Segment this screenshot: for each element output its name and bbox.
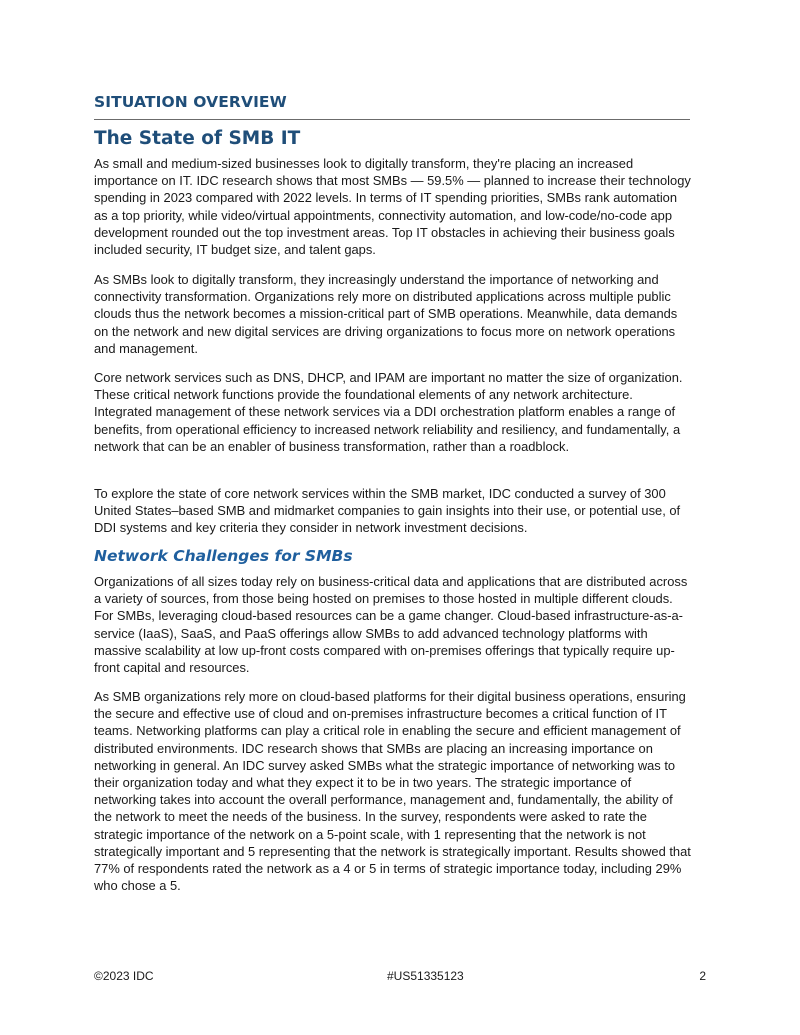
paragraph-challenges-2: As SMB organizations rely more on cloud-based platforms for their digital business operations, ensuring the secure and effective use of cloud and on-premises infrastructure becomes a critical function of IT teams. Networking platforms can play a critical role in enabling the secure and efficient management of distributed environments. IDC research shows that SMBs are placing an increasing importance on networking in general. An IDC survey asked SMBs what the strategic importance of networking was to their organization today and what they expect it to be in two years. The strategic importance of networking takes into account the overall performance, management and, fundamentally, the ability of the network to meet the needs of the business. In the survey, respondents were asked to rate the strategic importance of the network on a 5-point scale, with 1 representing that the network is not strategically important and 5 representing that the network is strategically important. Results showed that 77% of respondents rated the network as a 4 or 5 in terms of strategic importance today, including 29% who chose a 5. xyxy=(94,689,691,894)
subsection-title: Network Challenges for SMBs xyxy=(94,547,353,565)
footer-copyright: ©2023 IDC xyxy=(94,969,154,983)
page-title: The State of SMB IT xyxy=(94,128,301,149)
paragraph-smb-it-1: As small and medium-sized businesses look to digitally transform, they're placing an increased importance on IT. IDC research shows that most SMBs — 59.5% — planned to increase their technology spending in 2023 compared with 2022 levels. In terms of IT spending priorities, SMBs rank automation as a top priority, while video/virtual appointments, connectivity automation, and low-code/no-code app development rounded out the top investment areas. Top IT obstacles in achieving their business goals included security, IT budget size, and talent gaps. xyxy=(94,156,691,258)
section-heading: SITUATION OVERVIEW xyxy=(94,93,287,111)
paragraph-smb-it-2: As SMBs look to digitally transform, they increasingly understand the importance of networking and connectivity transformation. Organizations rely more on distributed applications across multiple public clouds thus the network becomes a mission-critical part of SMB operations. Meanwhile, data demands on the network and new digital services are driving organizations to focus more on network operations and management. xyxy=(94,272,678,356)
paragraph-smb-it-4: To explore the state of core network services within the SMB market, IDC conducted a survey of 300 United States–based SMB and midmarket companies to gain insights into their use, or potential use, of DDI systems and key criteria they consider in network investment decisions. xyxy=(94,486,681,536)
footer-page-number: 2 xyxy=(699,969,706,983)
page-footer xyxy=(0,969,800,987)
paragraph-smb-it-3: Core network services such as DNS, DHCP, and IPAM are important no matter the size of organization. These critical network functions provide the foundational elements of any network architecture. Integrated management of these network services via a DDI orchestration platform enables a range of benefits, from operational efficiency to increased network reliability and resiliency, and fundamentally, a network that can be an enabler of business transformation, rather than a roadblock. xyxy=(94,370,683,454)
section-divider xyxy=(94,119,690,120)
footer-document-id: #US51335123 xyxy=(387,969,464,983)
paragraph-challenges-1: Organizations of all sizes today rely on business-critical data and applications that are distributed across a variety of sources, from those being hosted on premises to those hosted in multiple different clouds. For SMBs, leveraging cloud-based resources can be a game changer. Cloud-based infrastructure-as-a-service (IaaS), SaaS, and PaaS offerings allow SMBs to add advanced technology platforms with massive scalability at low up-front costs compared with on-premises offerings that typically require up-front capital and resources. xyxy=(94,574,688,676)
